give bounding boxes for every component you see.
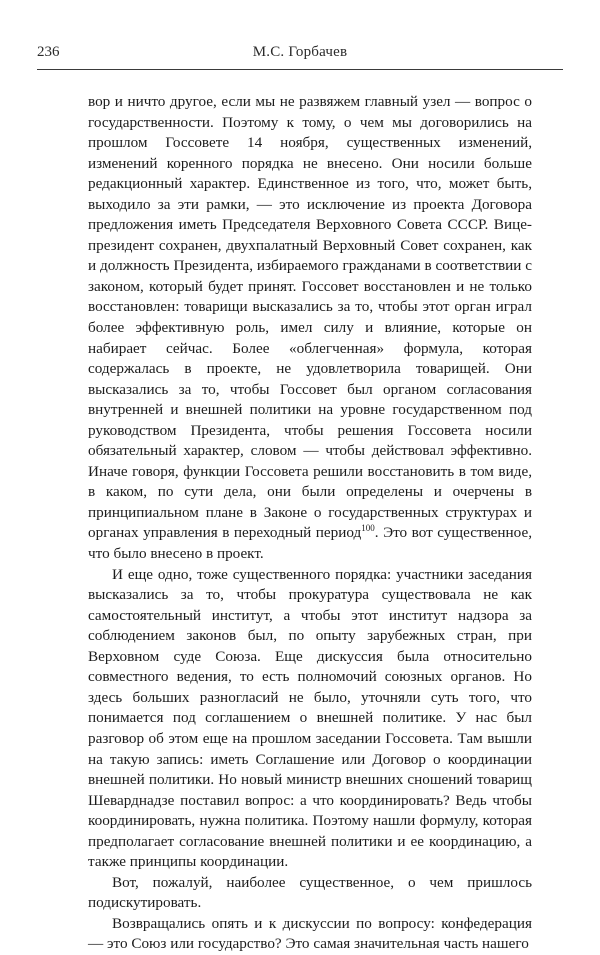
header-rule <box>37 69 563 70</box>
paragraph-2: И еще одно, тоже существенного порядка: участники заседания высказались за то, чтобы прокуратура существовала не как самостоятельный институт, а чтобы этот институт надзора за соблюдением законов был, по опыту зарубежных стран, при Верховном суде Союза. Еще дискуссия была относительно совместного ведения, то есть полномочий союзных органов. Но здесь больших разногласий не было, уточняли суть того, что понимается под соглашением о внешней политике. У нас был разговор об этом еще на прошлом заседании Госсовета. Там вышли на такую запись: иметь Соглашение или Договор о координации внешней политики. Но новый министр внешних сношений товарищ Шеварднадзе поставил вопрос: а что координировать? Ведь чтобы координировать, нужна политика. Поэтому нашли формулу, которая предполагает согласование внешней политики и ее координацию, а также принципы координации. <box>88 565 532 871</box>
footnote-reference: 100 <box>361 523 375 534</box>
body-text <box>88 92 532 955</box>
page-number: 236 <box>37 44 60 60</box>
paragraph-1-text: вор и ничто другое, если мы не развяжем главный узел — вопрос о государственности. Поэтому к тому, о чем мы договорились на прошлом Госсовете 14 ноября, существенных изменений, изменений коренного порядка не внесено. Они носили больше редакционный характер. Единственное из того, что, может быть, выходило за эти рамки, — это исключение из проекта Договора предложения иметь Председателя Верховного Совета СССР. Вице-президент сохранен, двухпалатный Верховный Совет сохранен, как и должность Президента, избираемого гражданами в соответствии с законом, который будет принят. Госсовет восстановлен и не только восстановлен: товарищи высказались за то, чтобы этот орган играл более эффективную роль, имел силу и влияние, которые он набирает сейчас. Более «облегченная» формула, которая содержалась в проекте, не удовлетворила товарищей. Они высказались за то, чтобы Госсовет был органом согласования внутренней и внешней политики на уровне государственном под руководством Президента, чтобы решения Госсовета носили обязательный характер, словом — чтобы действовал эффективно. Иначе говоря, функции Госсовета решили восстановить в том виде, в каком, по сути дела, они были определены и очерчены в принципиальном плане в Законе о государственных структурах и органах управления в переходный период <box>88 93 532 542</box>
running-title: М.С. Горбачев <box>252 44 348 60</box>
paragraph-1 <box>88 92 532 565</box>
paragraph-3: Вот, пожалуй, наиболее существенное, о чем пришлось подискутировать. <box>88 873 532 912</box>
paragraph-1-tail: . Это вот существенное, что было внесено в проект. <box>88 524 532 563</box>
running-head <box>37 44 563 66</box>
paragraph-4: Возвращались опять и к дискуссии по вопросу: конфедерация — это Союз или государство? Это самая значительная часть нашего <box>88 914 532 953</box>
